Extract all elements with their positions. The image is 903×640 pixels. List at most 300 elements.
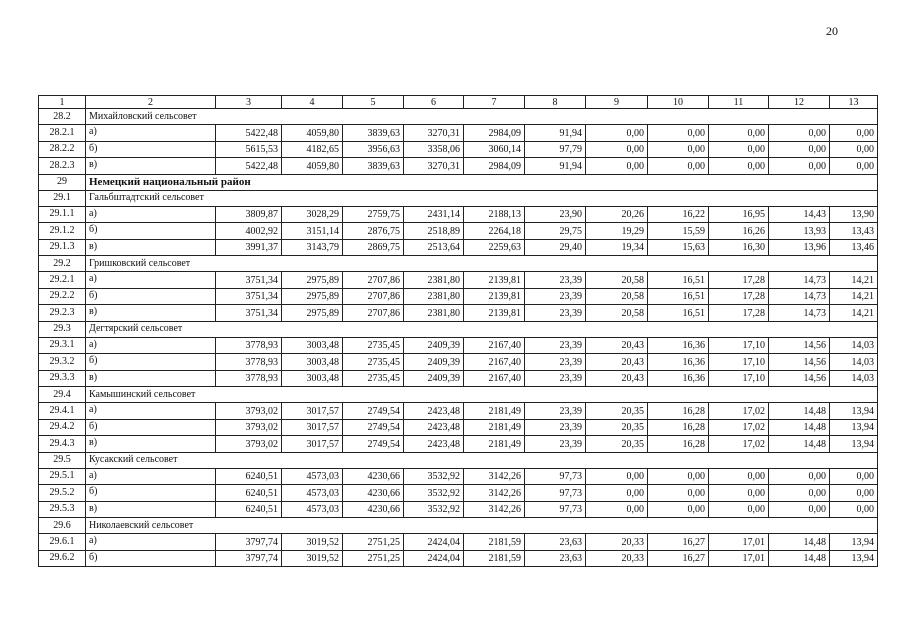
cell-col-5: 2735,45 — [343, 354, 404, 371]
cell-col-9: 20,43 — [586, 337, 648, 354]
cell-col-3: 4002,92 — [216, 223, 282, 240]
cell-col-12: 0,00 — [769, 485, 830, 502]
tariff-table — [38, 95, 878, 567]
cell-col-9: 0,00 — [586, 141, 648, 158]
section-row — [39, 190, 878, 206]
cell-col-8: 23,39 — [525, 419, 586, 436]
section-row — [39, 321, 878, 337]
cell-col-11: 17,28 — [709, 305, 769, 322]
cell-col-13: 13,43 — [830, 223, 878, 240]
cell-col-4: 3143,79 — [282, 239, 343, 256]
section-title: Гришковский сельсовет — [86, 256, 878, 272]
row-variant: а) — [86, 403, 216, 420]
cell-col-10: 15,59 — [648, 223, 709, 240]
row-variant: а) — [86, 272, 216, 289]
cell-col-5: 2876,75 — [343, 223, 404, 240]
cell-col-4: 3019,52 — [282, 534, 343, 551]
cell-col-3: 3991,37 — [216, 239, 282, 256]
cell-col-9: 20,58 — [586, 272, 648, 289]
cell-col-7: 2181,49 — [464, 436, 525, 453]
cell-col-11: 0,00 — [709, 485, 769, 502]
cell-col-11: 17,01 — [709, 534, 769, 551]
cell-col-3: 3778,93 — [216, 354, 282, 371]
section-title: Дегтярский сельсовет — [86, 321, 878, 337]
cell-col-9: 0,00 — [586, 485, 648, 502]
cell-col-8: 97,73 — [525, 485, 586, 502]
cell-col-7: 2181,59 — [464, 534, 525, 551]
cell-col-3: 3778,93 — [216, 370, 282, 387]
cell-col-12: 0,00 — [769, 125, 830, 142]
column-header-10: 10 — [648, 96, 709, 109]
cell-col-8: 29,75 — [525, 223, 586, 240]
row-code: 29.3.3 — [39, 370, 86, 387]
cell-col-13: 14,03 — [830, 354, 878, 371]
row-variant: б) — [86, 419, 216, 436]
cell-col-9: 20,43 — [586, 354, 648, 371]
cell-col-3: 5615,53 — [216, 141, 282, 158]
cell-col-6: 2424,04 — [404, 550, 464, 567]
cell-col-6: 3270,31 — [404, 158, 464, 175]
cell-col-4: 3003,48 — [282, 337, 343, 354]
cell-col-8: 23,39 — [525, 337, 586, 354]
cell-col-7: 2264,18 — [464, 223, 525, 240]
cell-col-9: 0,00 — [586, 158, 648, 175]
cell-col-11: 16,95 — [709, 206, 769, 223]
cell-col-9: 20,33 — [586, 534, 648, 551]
cell-col-4: 4573,03 — [282, 501, 343, 518]
cell-col-9: 19,29 — [586, 223, 648, 240]
cell-col-8: 23,39 — [525, 354, 586, 371]
row-code: 29.5 — [39, 452, 86, 468]
cell-col-13: 0,00 — [830, 485, 878, 502]
cell-col-11: 17,28 — [709, 272, 769, 289]
section-row — [39, 387, 878, 403]
table-row — [39, 354, 878, 371]
column-header-5: 5 — [343, 96, 404, 109]
row-variant: а) — [86, 534, 216, 551]
cell-col-8: 91,94 — [525, 125, 586, 142]
cell-col-6: 2424,04 — [404, 534, 464, 551]
cell-col-12: 13,93 — [769, 223, 830, 240]
cell-col-7: 3142,26 — [464, 501, 525, 518]
table-row — [39, 223, 878, 240]
section-title: Михайловский сельсовет — [86, 109, 878, 125]
section-row — [39, 109, 878, 125]
table-row — [39, 419, 878, 436]
cell-col-7: 2259,63 — [464, 239, 525, 256]
row-code: 29.3.1 — [39, 337, 86, 354]
cell-col-10: 15,63 — [648, 239, 709, 256]
cell-col-13: 14,21 — [830, 305, 878, 322]
cell-col-11: 17,28 — [709, 288, 769, 305]
cell-col-7: 3060,14 — [464, 141, 525, 158]
cell-col-9: 19,34 — [586, 239, 648, 256]
section-row — [39, 452, 878, 468]
cell-col-4: 4182,65 — [282, 141, 343, 158]
cell-col-12: 0,00 — [769, 501, 830, 518]
row-code: 29.3 — [39, 321, 86, 337]
cell-col-3: 3797,74 — [216, 550, 282, 567]
cell-col-9: 0,00 — [586, 125, 648, 142]
column-header-11: 11 — [709, 96, 769, 109]
cell-col-6: 2423,48 — [404, 436, 464, 453]
row-code: 29.6 — [39, 518, 86, 534]
cell-col-11: 0,00 — [709, 468, 769, 485]
cell-col-13: 0,00 — [830, 125, 878, 142]
cell-col-7: 2188,13 — [464, 206, 525, 223]
column-header-4: 4 — [282, 96, 343, 109]
row-variant: в) — [86, 305, 216, 322]
cell-col-8: 23,63 — [525, 550, 586, 567]
cell-col-5: 2707,86 — [343, 305, 404, 322]
cell-col-13: 13,94 — [830, 419, 878, 436]
cell-col-6: 2513,64 — [404, 239, 464, 256]
cell-col-6: 2381,80 — [404, 272, 464, 289]
cell-col-4: 2975,89 — [282, 272, 343, 289]
cell-col-4: 3003,48 — [282, 354, 343, 371]
cell-col-5: 2707,86 — [343, 288, 404, 305]
cell-col-5: 2735,45 — [343, 370, 404, 387]
cell-col-12: 14,48 — [769, 436, 830, 453]
row-code: 29.2.3 — [39, 305, 86, 322]
cell-col-3: 5422,48 — [216, 158, 282, 175]
cell-col-4: 3003,48 — [282, 370, 343, 387]
cell-col-3: 6240,51 — [216, 501, 282, 518]
cell-col-9: 0,00 — [586, 468, 648, 485]
cell-col-11: 17,02 — [709, 403, 769, 420]
row-variant: б) — [86, 354, 216, 371]
cell-col-7: 2984,09 — [464, 158, 525, 175]
cell-col-10: 16,27 — [648, 534, 709, 551]
cell-col-7: 2181,49 — [464, 419, 525, 436]
cell-col-4: 3028,29 — [282, 206, 343, 223]
cell-col-7: 2167,40 — [464, 370, 525, 387]
cell-col-4: 4573,03 — [282, 468, 343, 485]
cell-col-3: 6240,51 — [216, 485, 282, 502]
table-row — [39, 370, 878, 387]
cell-col-9: 20,35 — [586, 403, 648, 420]
cell-col-3: 3793,02 — [216, 419, 282, 436]
cell-col-3: 3793,02 — [216, 403, 282, 420]
table-row — [39, 403, 878, 420]
cell-col-10: 16,28 — [648, 436, 709, 453]
row-variant: б) — [86, 288, 216, 305]
cell-col-12: 0,00 — [769, 141, 830, 158]
cell-col-13: 0,00 — [830, 158, 878, 175]
cell-col-3: 6240,51 — [216, 468, 282, 485]
cell-col-10: 0,00 — [648, 468, 709, 485]
cell-col-5: 4230,66 — [343, 485, 404, 502]
cell-col-13: 13,94 — [830, 550, 878, 567]
cell-col-12: 14,48 — [769, 550, 830, 567]
cell-col-11: 16,26 — [709, 223, 769, 240]
cell-col-9: 20,35 — [586, 436, 648, 453]
cell-col-13: 13,46 — [830, 239, 878, 256]
cell-col-7: 2139,81 — [464, 288, 525, 305]
cell-col-7: 3142,26 — [464, 468, 525, 485]
cell-col-13: 14,03 — [830, 337, 878, 354]
cell-col-6: 2409,39 — [404, 370, 464, 387]
cell-col-13: 0,00 — [830, 468, 878, 485]
cell-col-4: 4059,80 — [282, 158, 343, 175]
cell-col-5: 3956,63 — [343, 141, 404, 158]
cell-col-5: 2749,54 — [343, 403, 404, 420]
cell-col-12: 14,56 — [769, 337, 830, 354]
row-code: 29.4.2 — [39, 419, 86, 436]
cell-col-11: 17,02 — [709, 419, 769, 436]
cell-col-13: 13,94 — [830, 534, 878, 551]
row-variant: в) — [86, 370, 216, 387]
column-header-1: 1 — [39, 96, 86, 109]
section-title: Кусакский сельсовет — [86, 452, 878, 468]
cell-col-7: 2139,81 — [464, 272, 525, 289]
cell-col-6: 3358,06 — [404, 141, 464, 158]
cell-col-4: 4059,80 — [282, 125, 343, 142]
cell-col-6: 3532,92 — [404, 485, 464, 502]
cell-col-13: 0,00 — [830, 141, 878, 158]
table-row — [39, 239, 878, 256]
cell-col-12: 0,00 — [769, 468, 830, 485]
cell-col-4: 3019,52 — [282, 550, 343, 567]
cell-col-9: 20,26 — [586, 206, 648, 223]
cell-col-12: 14,48 — [769, 403, 830, 420]
cell-col-7: 2167,40 — [464, 337, 525, 354]
cell-col-3: 3797,74 — [216, 534, 282, 551]
cell-col-8: 23,39 — [525, 403, 586, 420]
cell-col-10: 16,27 — [648, 550, 709, 567]
cell-col-4: 3151,14 — [282, 223, 343, 240]
cell-col-6: 3270,31 — [404, 125, 464, 142]
cell-col-10: 16,22 — [648, 206, 709, 223]
cell-col-11: 17,10 — [709, 370, 769, 387]
cell-col-5: 2749,54 — [343, 419, 404, 436]
row-code: 29.2.1 — [39, 272, 86, 289]
section-row — [39, 518, 878, 534]
cell-col-4: 3017,57 — [282, 419, 343, 436]
cell-col-9: 20,33 — [586, 550, 648, 567]
cell-col-5: 3839,63 — [343, 158, 404, 175]
cell-col-10: 16,28 — [648, 403, 709, 420]
table-row — [39, 305, 878, 322]
row-code: 29.5.3 — [39, 501, 86, 518]
cell-col-11: 0,00 — [709, 141, 769, 158]
row-code: 29.2 — [39, 256, 86, 272]
row-variant: б) — [86, 141, 216, 158]
cell-col-5: 2735,45 — [343, 337, 404, 354]
cell-col-8: 97,73 — [525, 468, 586, 485]
cell-col-7: 2139,81 — [464, 305, 525, 322]
section-title: Немецкий национальный район — [86, 174, 878, 190]
table-row — [39, 125, 878, 142]
row-code: 29.4.3 — [39, 436, 86, 453]
cell-col-10: 16,51 — [648, 305, 709, 322]
cell-col-6: 2423,48 — [404, 419, 464, 436]
cell-col-10: 16,36 — [648, 354, 709, 371]
section-row — [39, 256, 878, 272]
cell-col-10: 0,00 — [648, 125, 709, 142]
row-code: 29.4 — [39, 387, 86, 403]
row-code: 29.3.2 — [39, 354, 86, 371]
cell-col-7: 2181,49 — [464, 403, 525, 420]
cell-col-3: 3793,02 — [216, 436, 282, 453]
cell-col-8: 23,39 — [525, 288, 586, 305]
cell-col-5: 2707,86 — [343, 272, 404, 289]
column-header-7: 7 — [464, 96, 525, 109]
cell-col-6: 2381,80 — [404, 305, 464, 322]
section-row — [39, 174, 878, 190]
cell-col-12: 14,73 — [769, 305, 830, 322]
row-code: 29 — [39, 174, 86, 190]
row-variant: а) — [86, 206, 216, 223]
row-variant: в) — [86, 436, 216, 453]
cell-col-6: 2518,89 — [404, 223, 464, 240]
cell-col-13: 14,21 — [830, 288, 878, 305]
row-variant: в) — [86, 158, 216, 175]
table-row — [39, 485, 878, 502]
row-variant: а) — [86, 468, 216, 485]
row-variant: б) — [86, 485, 216, 502]
cell-col-6: 2431,14 — [404, 206, 464, 223]
cell-col-10: 16,36 — [648, 337, 709, 354]
cell-col-8: 23,39 — [525, 370, 586, 387]
cell-col-13: 13,94 — [830, 403, 878, 420]
row-code: 29.1 — [39, 190, 86, 206]
cell-col-5: 2751,25 — [343, 534, 404, 551]
row-code: 29.5.1 — [39, 468, 86, 485]
column-header-3: 3 — [216, 96, 282, 109]
cell-col-10: 16,28 — [648, 419, 709, 436]
section-title: Гальбштадтский сельсовет — [86, 190, 878, 206]
cell-col-13: 0,00 — [830, 501, 878, 518]
cell-col-10: 16,51 — [648, 288, 709, 305]
row-code: 28.2 — [39, 109, 86, 125]
cell-col-13: 14,03 — [830, 370, 878, 387]
cell-col-10: 16,36 — [648, 370, 709, 387]
row-variant: б) — [86, 223, 216, 240]
row-code: 29.6.1 — [39, 534, 86, 551]
table-row — [39, 534, 878, 551]
page-number: 20 — [826, 24, 838, 38]
cell-col-12: 14,48 — [769, 419, 830, 436]
cell-col-7: 2181,59 — [464, 550, 525, 567]
cell-col-12: 14,56 — [769, 354, 830, 371]
table-row — [39, 206, 878, 223]
table-row — [39, 436, 878, 453]
cell-col-8: 23,63 — [525, 534, 586, 551]
column-header-9: 9 — [586, 96, 648, 109]
cell-col-12: 13,96 — [769, 239, 830, 256]
table-row — [39, 288, 878, 305]
cell-col-9: 0,00 — [586, 501, 648, 518]
cell-col-4: 2975,89 — [282, 305, 343, 322]
cell-col-8: 97,73 — [525, 501, 586, 518]
table-row — [39, 337, 878, 354]
cell-col-7: 2984,09 — [464, 125, 525, 142]
cell-col-7: 3142,26 — [464, 485, 525, 502]
cell-col-3: 3809,87 — [216, 206, 282, 223]
row-code: 29.5.2 — [39, 485, 86, 502]
cell-col-6: 2423,48 — [404, 403, 464, 420]
cell-col-10: 0,00 — [648, 158, 709, 175]
cell-col-9: 20,58 — [586, 288, 648, 305]
column-header-6: 6 — [404, 96, 464, 109]
cell-col-4: 2975,89 — [282, 288, 343, 305]
cell-col-11: 17,01 — [709, 550, 769, 567]
row-variant: а) — [86, 125, 216, 142]
cell-col-11: 16,30 — [709, 239, 769, 256]
column-header-8: 8 — [525, 96, 586, 109]
row-variant: в) — [86, 239, 216, 256]
cell-col-3: 3778,93 — [216, 337, 282, 354]
cell-col-12: 0,00 — [769, 158, 830, 175]
row-code: 28.2.2 — [39, 141, 86, 158]
row-code: 29.1.1 — [39, 206, 86, 223]
cell-col-4: 4573,03 — [282, 485, 343, 502]
section-title: Николаевский сельсовет — [86, 518, 878, 534]
cell-col-10: 16,51 — [648, 272, 709, 289]
cell-col-11: 0,00 — [709, 158, 769, 175]
cell-col-9: 20,35 — [586, 419, 648, 436]
cell-col-8: 91,94 — [525, 158, 586, 175]
cell-col-12: 14,43 — [769, 206, 830, 223]
table-row — [39, 550, 878, 567]
cell-col-6: 2409,39 — [404, 354, 464, 371]
row-code: 28.2.3 — [39, 158, 86, 175]
cell-col-8: 23,90 — [525, 206, 586, 223]
row-code: 29.1.3 — [39, 239, 86, 256]
cell-col-9: 20,43 — [586, 370, 648, 387]
row-variant: в) — [86, 501, 216, 518]
column-header-2: 2 — [86, 96, 216, 109]
row-code: 29.1.2 — [39, 223, 86, 240]
cell-col-12: 14,56 — [769, 370, 830, 387]
row-variant: б) — [86, 550, 216, 567]
cell-col-8: 97,79 — [525, 141, 586, 158]
cell-col-13: 13,90 — [830, 206, 878, 223]
cell-col-12: 14,48 — [769, 534, 830, 551]
cell-col-11: 0,00 — [709, 501, 769, 518]
cell-col-11: 17,10 — [709, 354, 769, 371]
cell-col-10: 0,00 — [648, 501, 709, 518]
cell-col-7: 2167,40 — [464, 354, 525, 371]
table-row — [39, 272, 878, 289]
cell-col-10: 0,00 — [648, 485, 709, 502]
cell-col-8: 23,39 — [525, 272, 586, 289]
table-row — [39, 501, 878, 518]
cell-col-6: 2409,39 — [404, 337, 464, 354]
cell-col-13: 13,94 — [830, 436, 878, 453]
cell-col-5: 2759,75 — [343, 206, 404, 223]
section-title: Камышинский сельсовет — [86, 387, 878, 403]
cell-col-6: 3532,92 — [404, 468, 464, 485]
cell-col-5: 4230,66 — [343, 501, 404, 518]
row-code: 28.2.1 — [39, 125, 86, 142]
cell-col-3: 3751,34 — [216, 272, 282, 289]
table-row — [39, 141, 878, 158]
column-header-12: 12 — [769, 96, 830, 109]
cell-col-8: 23,39 — [525, 436, 586, 453]
cell-col-5: 4230,66 — [343, 468, 404, 485]
cell-col-12: 14,73 — [769, 288, 830, 305]
cell-col-5: 2869,75 — [343, 239, 404, 256]
table-row — [39, 158, 878, 175]
cell-col-4: 3017,57 — [282, 436, 343, 453]
cell-col-5: 2749,54 — [343, 436, 404, 453]
row-code: 29.6.2 — [39, 550, 86, 567]
cell-col-12: 14,73 — [769, 272, 830, 289]
cell-col-6: 2381,80 — [404, 288, 464, 305]
cell-col-11: 17,02 — [709, 436, 769, 453]
